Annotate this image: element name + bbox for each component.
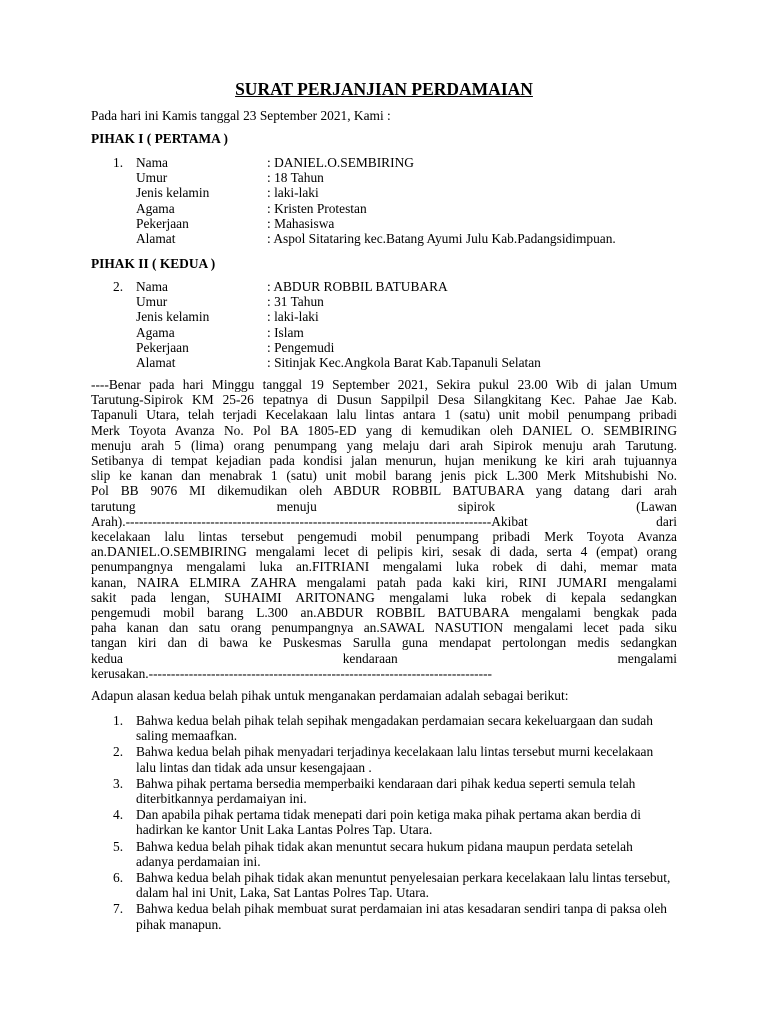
party1-value: : 18 Tahun [267, 170, 324, 186]
narrative-line: penumpangnya mengalami luka an.FITRIANI mengalami luka robek di dahi, memar mata [91, 559, 677, 575]
list-item-text: Dan apabila pihak pertama tidak menepati dari poin ketiga maka pihak pertama akan berdia di hadirkan ke kantor Unit Laka Lantas Polres Tap. Utara. [136, 807, 641, 838]
narrative-line: tarutung menuju sipirok (Lawan [91, 498, 677, 514]
party2-label: Agama [136, 324, 175, 340]
list-item [113, 901, 673, 931]
narrative-line: Setibanya di tempat kejadian pada kondisi jalan menurun, hujan menikung ke kiri arah tujuannya [91, 453, 677, 469]
narrative-line: kanan, NAIRA ELMIRA ZAHRA mengalami patah pada kaki kiri, RINI JUMARI mengalami [91, 574, 677, 590]
list-item-number: 7. [113, 901, 124, 917]
narrative-line: kedua kendaraan mengalami [91, 650, 677, 666]
incident-narrative [91, 377, 677, 681]
party2-value: : laki-laki [267, 309, 319, 325]
party2-value: : ABDUR ROBBIL BATUBARA [267, 279, 448, 294]
list-item [113, 776, 673, 806]
list-item-number: 5. [113, 838, 124, 854]
party1-heading: PIHAK I ( PERTAMA ) [91, 131, 228, 146]
party2-label: Alamat [136, 354, 176, 370]
narrative-line: Tarutung-Sipirok KM 25-26 tepatnya di Dusun Sappilpil Desa Silangkitang Kec. Pahae Jae Kab. [91, 392, 677, 408]
document-title: SURAT PERJANJIAN PERDAMAIAN [235, 79, 533, 99]
reasons-list [113, 713, 673, 932]
narrative-line: kerusakan.----------------------------------------------------------------------------- [91, 665, 492, 681]
party2-label: Nama [136, 279, 168, 294]
list-item-text: Bahwa kedua belah pihak menyadari terjadinya kecelakaan lalu lintas tersebut murni kecelakaan lalu lintas dan tidak ada unsur kesengajaan . [136, 744, 654, 775]
party1-label: Umur [136, 170, 168, 186]
party2-value: : Sitinjak Kec.Angkola Barat Kab.Tapanuli Selatan [267, 354, 541, 370]
list-item-number: 3. [113, 775, 124, 791]
party1-value: : DANIEL.O.SEMBIRING [267, 155, 414, 170]
party2-label: Pekerjaan [136, 339, 189, 355]
party2-label: Umur [136, 294, 168, 310]
party2-number: 2. [113, 279, 124, 294]
narrative-line: Tapanuli Utara, telah terjadi Kecelakaan lalu lintas antara 1 (satu) unit mobil penumpang pribadi [91, 407, 677, 423]
party1-label: Alamat [136, 230, 176, 246]
party1-value: : Aspol Sitataring kec.Batang Ayumi Julu Kab.Padangsidimpuan. [267, 230, 616, 246]
list-item-text: Bahwa kedua belah pihak tidak akan menuntut penyelesaian perkara kecelakaan lalu lintas tersebut, dalam hal ini Unit, Laka, Sat Lantas Polres Tap. Utara. [136, 870, 671, 901]
list-item-text: Bahwa kedua belah pihak membuat surat perdamaian ini atas kesadaran sendiri tanpa di paksa oleh pihak manapun. [136, 901, 667, 932]
party1-value: : Kristen Protestan [267, 200, 367, 216]
list-item-text: Bahwa kedua belah pihak telah sepihak mengadakan perdamaian secara kekeluargaan dan sudah saling memaafkan. [136, 713, 653, 744]
narrative-line: ----Benar pada hari Minggu tanggal 19 September 2021, Sekira pukul 23.00 Wib di jalan Umum [91, 377, 677, 392]
party1-value: : Mahasiswa [267, 215, 335, 231]
party1-label: Jenis kelamin [136, 185, 210, 201]
list-item-number: 1. [113, 713, 124, 728]
list-item-number: 2. [113, 744, 124, 760]
party2-value: : 31 Tahun [267, 294, 324, 310]
list-item-text: Bahwa kedua belah pihak tidak akan menuntut secara hukum pidana maupun perdata setelah adanya perdamaian ini. [136, 838, 633, 869]
narrative-line: kecelakaan lalu lintas tersebut pengemudi mobil penumpang pribadi Merk Toyota Avanza [91, 529, 677, 545]
narrative-line: Arah).----------------------------------------------------------------------------------Akibat dari [91, 513, 677, 529]
list-item-text: Bahwa pihak pertama bersedia memperbaiki kendaraan dari pihak kedua seperti semula telah diterbitkannya perdamaiyan ini. [136, 775, 636, 807]
party1-number: 1. [113, 155, 124, 170]
list-item [113, 744, 673, 774]
reasons-intro: Adapun alasan kedua belah pihak untuk menganakan perdamaian adalah sebagai berikut: [91, 688, 569, 703]
narrative-line: paha kanan dan satu orang penumpangnya an.SAWAL NASUTION mengalami lecet pada siku [91, 620, 677, 636]
list-item-number: 6. [113, 870, 124, 886]
narrative-line: pengemudi mobil barang L.300 an.ABDUR ROBBIL BATUBARA mengalami bengkak pada [91, 605, 677, 621]
narrative-line: Pol BB 9076 MI dikemudikan oleh ABDUR ROBBIL BATUBARA yang datang dari arah [91, 483, 677, 499]
party2-heading: PIHAK II ( KEDUA ) [91, 256, 216, 271]
narrative-line: sakit pada lengan, SUHAIMI ARITONANG mengalami luka robek di kepala sedangkan [91, 589, 677, 605]
party2-label: Jenis kelamin [136, 309, 210, 325]
party2-value: : Pengemudi [267, 339, 335, 355]
list-item [113, 870, 673, 900]
narrative-line: tangan kiri dan di bawa ke Puskesmas Sarulla guna mendapat pertolongan medis sedangkan [91, 635, 677, 651]
list-item [113, 713, 673, 743]
narrative-line: slip ke kanan dan menabrak 1 (satu) unit mobil barang jenis pick L.300 Merk Mitshubishi No. [91, 468, 677, 484]
party1-label: Nama [136, 155, 168, 170]
list-item-number: 4. [113, 807, 124, 823]
party1-value: : laki-laki [267, 185, 319, 201]
party2-value: : Islam [267, 324, 304, 340]
narrative-line: Merk Toyota Avanza No. Pol BA 1805-ED yang di kemudikan oleh DANIEL O. SEMBIRING [91, 422, 677, 438]
list-item [113, 839, 673, 869]
narrative-line: an.DANIEL.O.SEMBIRING mengalami lecet di pelipis kiri, sesak di dada, serta 4 (empat) orang [91, 544, 677, 560]
list-item [113, 807, 673, 837]
party1-label: Agama [136, 200, 175, 216]
party1-label: Pekerjaan [136, 215, 189, 231]
narrative-line: menuju arah 5 (lima) orang penumpang yang melaju dari arah Sipirok menuju arah Tarutung. [91, 437, 677, 453]
intro-line: Pada hari ini Kamis tanggal 23 September 2021, Kami : [91, 108, 391, 123]
